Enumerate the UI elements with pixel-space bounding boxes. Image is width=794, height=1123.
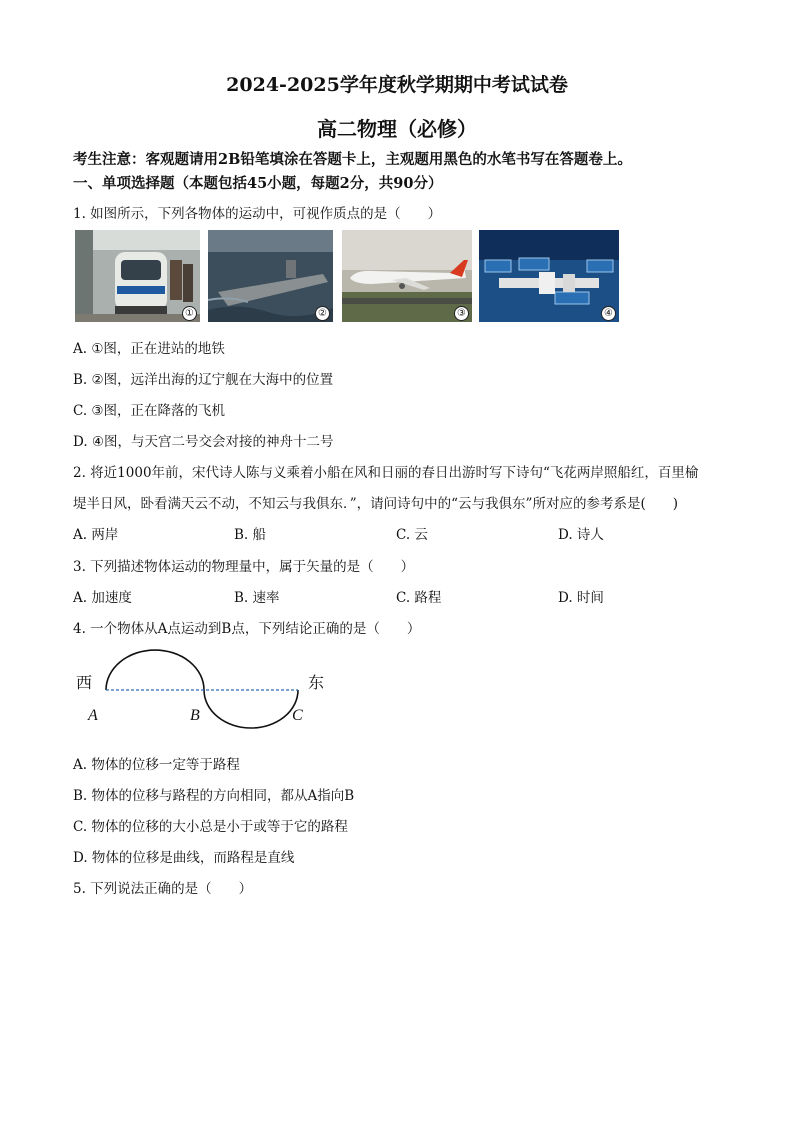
point-c-label: C — [292, 707, 303, 724]
q1-image-1 — [75, 230, 200, 322]
image-number-3: ③ — [454, 306, 469, 321]
q3-option-b: B. 速率 — [234, 590, 280, 606]
q2-option-a: A. 两岸 — [73, 527, 119, 543]
q4-option-c: C. 物体的位移的大小总是小于或等于它的路程 — [73, 819, 348, 835]
q1-option-b: B. ②图，远洋出海的辽宁舰在大海中的位置 — [73, 372, 334, 388]
image-number-4: ④ — [601, 306, 616, 321]
space-station-photo — [479, 230, 619, 322]
point-a-label: A — [88, 707, 98, 724]
subway-train-photo — [75, 230, 200, 322]
q4-option-a: A. 物体的位移一定等于路程 — [73, 757, 240, 773]
q3-option-d: D. 时间 — [558, 590, 604, 606]
q1-stem: 1. 如图所示，下列各物体的运动中，可视作质点的是（ ） — [73, 206, 442, 222]
q2-stem-line2: 堤半日风，卧看满天云不动，不知云与我俱东．”，请问诗句中的“云与我俱东”所对应的参考系是( ) — [73, 496, 678, 512]
lower-arc — [204, 690, 298, 728]
image-number-2: ② — [315, 306, 330, 321]
q2-option-c: C. 云 — [396, 527, 428, 543]
point-b-label: B — [190, 707, 200, 724]
east-label: 东 — [308, 673, 325, 692]
q4-option-d: D. 物体的位移是曲线，而路程是直线 — [73, 850, 295, 866]
q1-option-a: A. ①图，正在进站的地铁 — [73, 341, 225, 357]
q1-image-2 — [208, 230, 333, 322]
q3-option-a: A. 加速度 — [73, 590, 132, 606]
q1-option-d: D. ④图，与天宫二号交会对接的神舟十二号 — [73, 434, 334, 450]
exam-notice: 考生注意：客观题请用2B铅笔填涂在答题卡上，主观题用黑色的水笔书写在答题卷上。 — [73, 151, 632, 168]
q3-stem: 3. 下列描述物体运动的物理量中，属于矢量的是（ ） — [73, 559, 415, 575]
q4-option-b: B. 物体的位移与路程的方向相同，都从A指向B — [73, 788, 355, 804]
section-heading: 一、单项选择题（本题包括45小题，每题2分，共90分） — [73, 175, 443, 192]
q1-option-c: C. ③图，正在降落的飞机 — [73, 403, 226, 419]
q1-image-4 — [479, 230, 619, 322]
q2-option-b: B. 船 — [234, 527, 267, 543]
q4-figure — [70, 640, 340, 735]
q4-stem: 4. 一个物体从A点运动到B点，下列结论正确的是（ ） — [73, 621, 421, 637]
west-label: 西 — [76, 673, 93, 692]
image-number-1: ① — [182, 306, 197, 321]
q3-option-c: C. 路程 — [396, 590, 442, 606]
aircraft-carrier-photo — [208, 230, 333, 322]
airplane-photo — [342, 230, 472, 322]
q5-stem: 5. 下列说法正确的是（ ） — [73, 881, 253, 897]
q2-option-d: D. 诗人 — [558, 527, 604, 543]
exam-title: 2024-2025学年度秋学期期中考试试卷 — [226, 74, 568, 96]
exam-subtitle: 高二物理（必修） — [317, 117, 477, 141]
q2-stem-line1: 2. 将近1000年前，宋代诗人陈与义乘着小船在风和日丽的春日出游时写下诗句“飞花两岸照船红，百里榆 — [73, 465, 699, 481]
upper-arc — [106, 650, 204, 690]
q1-image-3 — [342, 230, 472, 322]
